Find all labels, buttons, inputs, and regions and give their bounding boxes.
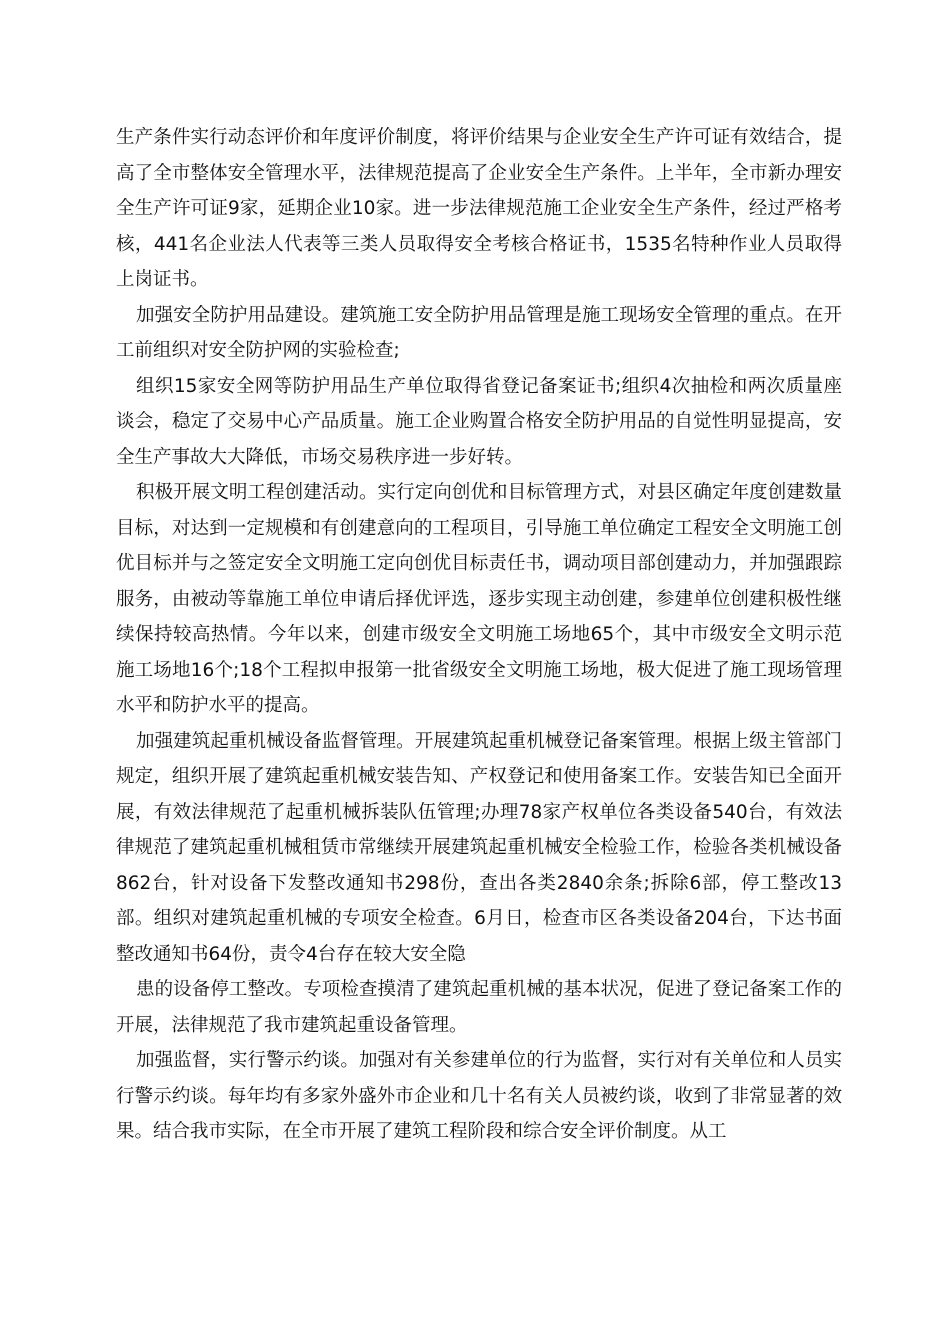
paragraph-5: 加强建筑起重机械设备监督管理。开展建筑起重机械登记备案管理。根据上级主管部门规定，组织开展了建筑起重机械安装告知、产权登记和使用备案工作。安装告知已全面开展，有效法律规范了起重机械拆装队伍管理;办理78家产权单位各类设备540台，有效法律规范了建筑起重机械租赁市常继续开展建筑起重机械安全检验工作，检验各类机械设备862台，针对设备下发整改通知书298份，查出各类2840余条;拆除6部，停工整改13部。组织对建筑起重机械的专项安全检查。6月日，检查市区各类设备204台，下达书面整改通知书64份，责令4台存在较大安全隐 — [116, 730, 842, 965]
paragraph-7: 加强监督，实行警示约谈。加强对有关参建单位的行为监督，实行对有关单位和人员实行警示约谈。每年均有多家外盛外市企业和几十名有关人员被约谈，收到了非常显著的效果。结合我市实际，在全市开展了建筑工程阶段和综合安全评价制度。从工 — [116, 1050, 842, 1142]
paragraph-1: 生产条件实行动态评价和年度评价制度，将评价结果与企业安全生产许可证有效结合，提高了全市整体安全管理水平，法律规范提高了企业安全生产条件。上半年，全市新办理安全生产许可证9家，延期企业10家。进一步法律规范施工企业安全生产条件，经过严格考核，441名企业法人代表等三类人员取得安全考核合格证书，1535名特种作业人员取得上岗证书。 — [116, 127, 842, 290]
paragraph-2: 加强安全防护用品建设。建筑施工安全防护用品管理是施工现场安全管理的重点。在开工前组织对安全防护网的实验检查; — [116, 304, 842, 361]
paragraph-3: 组织15家安全网等防护用品生产单位取得省登记备案证书;组织4次抽检和两次质量座谈会，稳定了交易中心产品质量。施工企业购置合格安全防护用品的自觉性明显提高，安全生产事故大大降低，市场交易秩序进一步好转。 — [116, 375, 842, 468]
paragraph-6: 患的设备停工整改。专项检查摸清了建筑起重机械的基本状况，促进了登记备案工作的开展，法律规范了我市建筑起重设备管理。 — [116, 979, 842, 1036]
paragraph-4: 积极开展文明工程创建活动。实行定向创优和目标管理方式，对县区确定年度创建数量目标，对达到一定规模和有创建意向的工程项目，引导施工单位确定工程安全文明施工创优目标并与之签定安全文明施工定向创优目标责任书，调动项目部创建动力，并加强跟踪服务，由被动等靠施工单位申请后择优评选，逐步实现主动创建，参建单位创建积极性继续保持较高热情。今年以来，创建市级安全文明施工场地65个，其中市级安全文明示范施工场地16个;18个工程拟申报第一批省级安全文明施工场地，极大促进了施工现场管理水平和防护水平的提高。 — [116, 482, 842, 716]
document-page — [116, 120, 842, 1150]
